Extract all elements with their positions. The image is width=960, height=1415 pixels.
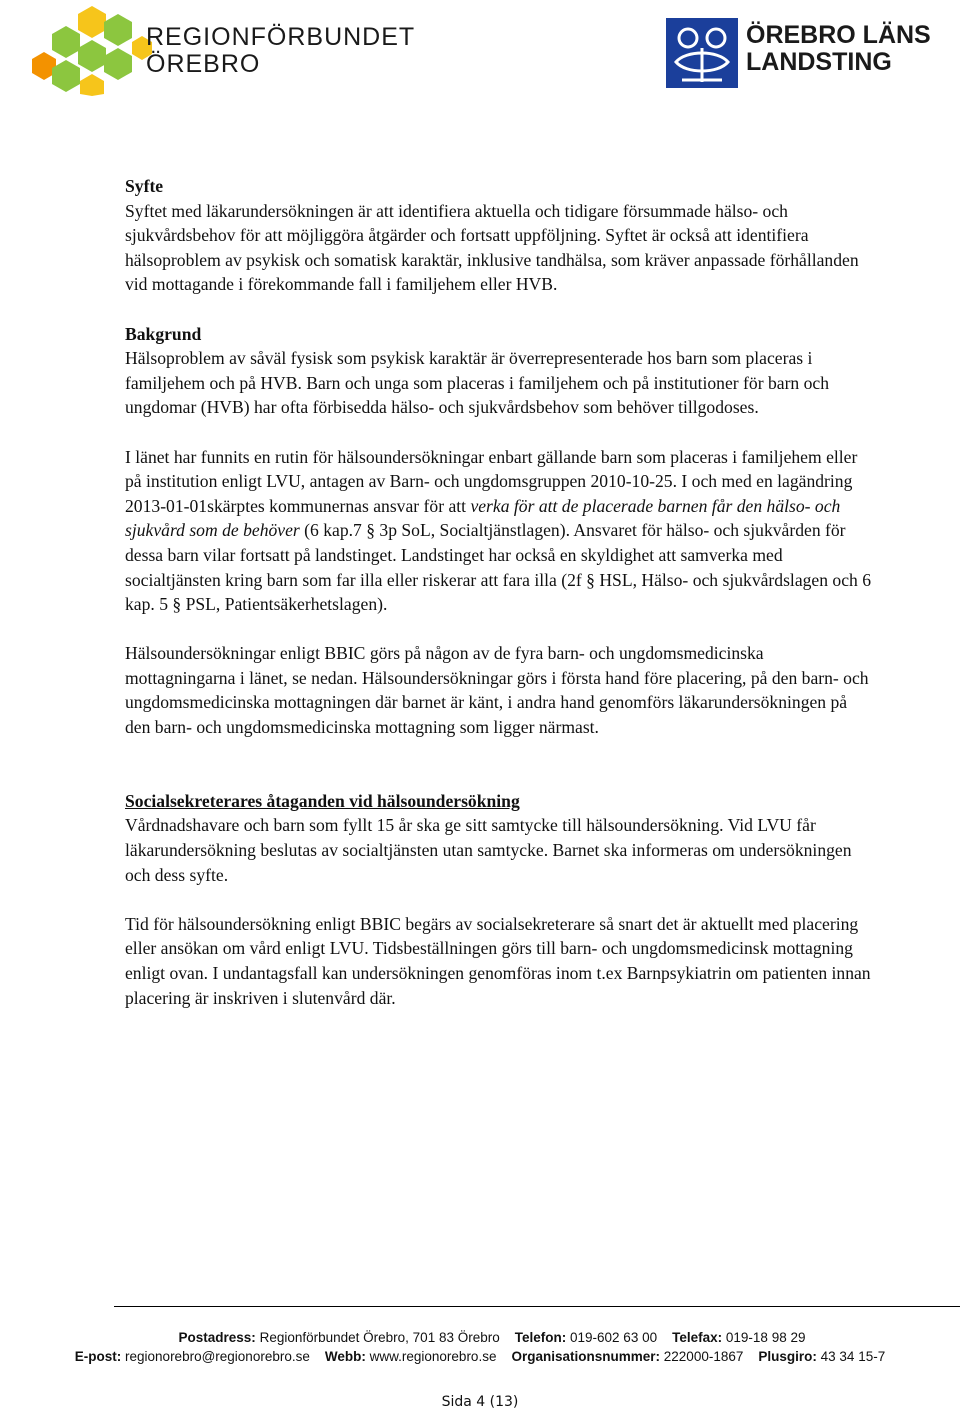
footer-divider — [114, 1306, 960, 1307]
landsting-emblem-logo — [666, 18, 738, 88]
regionforbundet-hexagon-logo — [32, 4, 152, 96]
right-org-line2: LANDSTING — [746, 48, 892, 76]
socialsekreterare-paragraph-2: Tid för hälsoundersökning enligt BBIC begärs av socialsekreterare så snart det är aktuellt med placering eller ansökan om vård enligt LVU. Tidsbeställningen görs till barn- och ungdomsmedicinsk mottagning enligt ovan. I undantagsfall kan undersökningen genomföras inom t.ex Barnpsykiatrin om patienten innan placering är inskriven i slutenvård där. — [125, 913, 871, 1008]
bakgrund-paragraph-2 — [125, 445, 875, 617]
telefax-label: Telefax: — [672, 1330, 723, 1345]
webb-label: Webb: — [324, 1349, 366, 1364]
heading-socialsekreterare: Socialsekreterares åtaganden vid hälsoundersökning — [125, 790, 520, 811]
postadress-label: Postadress: — [178, 1330, 256, 1345]
telefon-label: Telefon: — [514, 1330, 567, 1345]
orgnr-value: 222000-1867 — [663, 1349, 744, 1364]
telefon-value: 019-602 63 00 — [570, 1330, 658, 1345]
telefax-value: 019-18 98 29 — [725, 1330, 806, 1345]
document-body — [125, 174, 875, 1035]
right-org-line1: ÖREBRO LÄNS — [746, 21, 931, 49]
syfte-text: Syftet med läkarundersökningen är att identifiera aktuella och tidigare försummade hälso- och sjukvårdsbehov för att möjliggöra åtgärder och fortsatt uppföljning. Syftet är också att identifiera hälsoproblem av psykisk och somatisk karaktär, inklusive tandhälsa, som kräver anpassade förhållanden vid mottagande i förekommande fall i familjehem eller HVB. — [125, 200, 859, 295]
section-bakgrund — [125, 322, 875, 740]
epost-link[interactable]: regionorebro@regionorebro.se — [125, 1349, 310, 1364]
heading-syfte: Syfte — [125, 176, 164, 196]
left-org-line2: ÖREBRO — [146, 50, 261, 78]
webb-link[interactable]: www.regionorebro.se — [369, 1349, 497, 1364]
orgnr-label: Organisationsnummer: — [511, 1349, 661, 1364]
bakgrund-p2-end: (6 kap.7 § 3p SoL, Socialtjänstlagen). Ansvaret för hälso- och sjukvården för dessa barn vilar fortsatt på landstinget. Landstinget har också en skyldighet att samverka med socialtjänsten kring barn som far illa eller riskerar att fara illa (2f § HSL, Hälso- och sjukvårdslagen och 6 kap. 5 § PSL, Patientsäkerhetslagen). — [125, 520, 872, 615]
epost-label: E-post: — [74, 1349, 122, 1364]
left-org-line1: REGIONFÖRBUNDET — [146, 23, 416, 51]
heading-bakgrund: Bakgrund — [125, 323, 202, 344]
plusgiro-label: Plusgiro: — [758, 1349, 817, 1364]
bakgrund-paragraph-3: Hälsoundersökningar enligt BBIC görs på någon av de fyra barn- och ungdomsmedicinska mottagningarna i länet, se nedan. Hälsoundersökningar görs i första hand före placering, på den barn- och ungdomsmedicinska mottagningen där barnet är känt, i andra hand genomförs läkarundersökningen på den barn- och ungdomsmedicinska mottagning som ligger närmast. — [125, 643, 869, 738]
page-header — [0, 0, 960, 110]
section-socialsekreterare — [125, 789, 875, 1010]
bakgrund-p2-start: I länet har funnits en rutin för hälsoundersökningar enbart gällande barn som placeras i familjehem eller på institution enligt LVU, antagen av Barn- och ungdomsgruppen 2010-10-25. I och med en lagändring 2013-01-01skärptes kommunernas ansvar för att — [125, 446, 858, 516]
page-number: Sida 4 (13) — [441, 1394, 519, 1410]
postadress-value: Regionförbundet Örebro, 701 83 Örebro — [259, 1330, 500, 1345]
landsting-name — [746, 22, 931, 76]
footer-address-line — [0, 1330, 960, 1345]
bakgrund-p2-quote: verka för att de placerade barnen får den hälso- och sjukvård som de behöver — [125, 495, 841, 541]
socialsekreterare-paragraph-1: Vårdnadshavare och barn som fyllt 15 år ska ge sitt samtycke till hälsoundersökning. Vid LVU får läkarundersökning beslutas av socialtjänsten utan samtycke. Barnet ska informeras om undersökningen och dess syfte. — [125, 815, 852, 885]
regionforbundet-name — [146, 24, 415, 78]
bakgrund-paragraph-1: Hälsoproblem av såväl fysisk som psykisk karaktär är överrepresenterade hos barn som placeras i familjehem och på HVB. Barn och unga som placeras i familjehem och på institutioner för barn och ungdomar (HVB) har ofta förbisedda hälso- och sjukvårdsbehov som behöver tillgodoses. — [125, 348, 830, 418]
section-syfte — [125, 174, 875, 297]
footer-contact-line — [0, 1349, 960, 1364]
plusgiro-value: 43 34 15-7 — [820, 1349, 886, 1364]
